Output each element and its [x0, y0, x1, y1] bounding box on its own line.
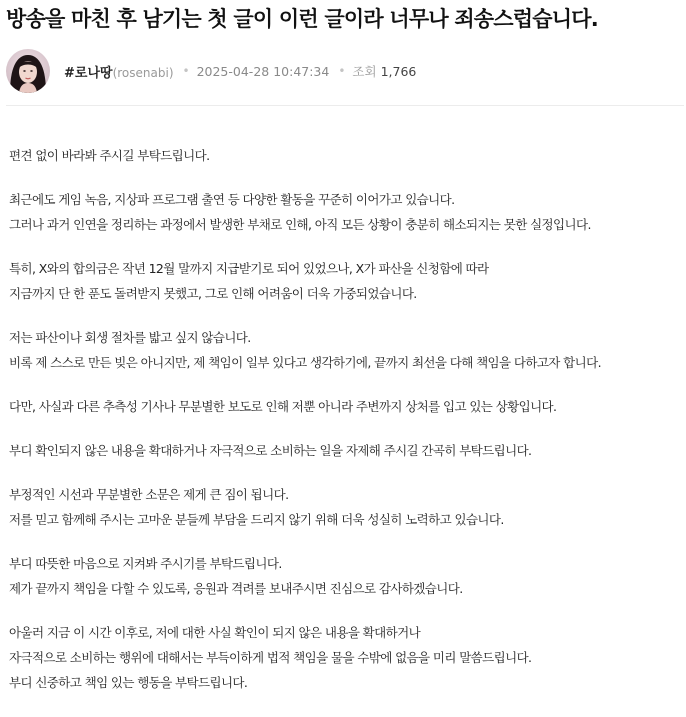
body-paragraph — [9, 551, 685, 601]
body-paragraph — [9, 143, 685, 168]
body-line: 제가 끝까지 책임을 다할 수 있도록, 응원과 격려를 보내주시면 진심으로 감사하겠습니다. — [9, 581, 463, 596]
body-paragraph — [9, 482, 685, 532]
post-meta — [6, 47, 416, 95]
body-line: 그러나 과거 인연을 정리하는 과정에서 발생한 부채로 인해, 아직 모든 상황이 충분히 해소되지는 못한 실정입니다. — [9, 217, 591, 232]
post-body — [9, 143, 685, 714]
post-date: 2025-04-28 10:47:34 — [196, 63, 330, 79]
header-divider — [6, 105, 684, 106]
body-line: 부정적인 시선과 무분별한 소문은 제게 큰 짐이 됩니다. — [9, 487, 289, 502]
author-avatar[interactable] — [6, 49, 50, 93]
author-username: (rosenabi) — [112, 65, 174, 80]
body-line: 부디 따뜻한 마음으로 지켜봐 주시기를 부탁드립니다. — [9, 556, 282, 571]
post-title: 방송을 마친 후 남기는 첫 글이 이런 글이라 너무나 죄송스럽습니다. — [6, 7, 598, 31]
avatar-photo-icon — [6, 49, 50, 93]
body-line: 저를 믿고 함께해 주시는 고마운 분들께 부담을 드리지 않기 위해 더욱 성실히 노력하고 있습니다. — [9, 512, 504, 527]
body-line: 저는 파산이나 회생 절차를 밟고 싶지 않습니다. — [9, 330, 251, 345]
meta-separator: • — [182, 64, 190, 78]
body-paragraph — [9, 394, 685, 419]
author-link[interactable] — [64, 62, 174, 81]
body-paragraph — [9, 187, 685, 237]
body-line: 다만, 사실과 다른 추측성 기사나 무분별한 보도로 인해 저뿐 아니라 주변까지 상처를 입고 있는 상황입니다. — [9, 399, 557, 414]
author-nickname: #로나땅 — [64, 65, 113, 81]
body-line: 부디 신중하고 책임 있는 행동을 부탁드립니다. — [9, 675, 248, 690]
body-line: 특히, X와의 합의금은 작년 12월 말까지 지급받기로 되어 있었으나, X가 파산을 신청함에 따라 — [9, 261, 489, 276]
body-line: 최근에도 게임 녹음, 지상파 프로그램 출연 등 다양한 활동을 꾸준히 이어가고 있습니다. — [9, 192, 455, 207]
body-paragraph — [9, 438, 685, 463]
body-line: 비록 제 스스로 만든 빚은 아니지만, 제 책임이 일부 있다고 생각하기에, 끝까지 최선을 다해 책임을 다하고자 합니다. — [9, 355, 601, 370]
body-line: 지금까지 단 한 푼도 돌려받지 못했고, 그로 인해 어려움이 더욱 가중되었습니다. — [9, 286, 417, 301]
body-line: 부디 확인되지 않은 내용을 확대하거나 자극적으로 소비하는 일을 자제해 주시길 간곡히 부탁드립니다. — [9, 443, 532, 458]
body-line: 편견 없이 바라봐 주시길 부탁드립니다. — [9, 148, 210, 163]
body-paragraph — [9, 325, 685, 375]
views-count: 1,766 — [380, 63, 417, 79]
views-label: 조회 — [352, 64, 377, 79]
body-paragraph — [9, 620, 685, 695]
body-paragraph — [9, 256, 685, 306]
meta-separator: • — [338, 64, 346, 78]
body-line: 아울러 지금 이 시간 이후로, 저에 대한 사실 확인이 되지 않은 내용을 확대하거나 — [9, 625, 421, 640]
body-line: 자극적으로 소비하는 행위에 대해서는 부득이하게 법적 책임을 물을 수밖에 없음을 미리 말씀드립니다. — [9, 650, 532, 665]
